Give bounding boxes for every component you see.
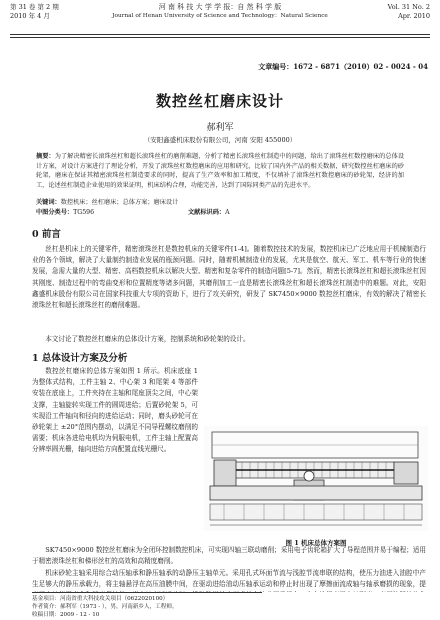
date-cn: 2010 年 4 月 xyxy=(10,12,50,20)
received-date: 收稿日期：2009 - 12 - 10 xyxy=(32,612,100,618)
tailstock xyxy=(394,462,418,484)
intro-paragraph: 丝杠是机床上的关键零件，精密滚珠丝杠是数控机床的关键零件[1-4]。随着数控技术的发展，数控机床已广泛地应用于机械制造行业的各个领域，解决了大量制约制造业发展的瓶颈问题。同时，随着机械制造业的发展，尤其是航空、航天、军工、机车等行业的快速发展，急需大量的大型、精密、高档数控机床以解决大型、精密和复杂零件的制造问题[5-7]。然而，精密长滚珠丝杠和超长滚珠丝杠因其刚度、制造过程中的弯曲变形和位置精度等诸多问题，其磨削加工一直是精密长滚珠丝杠和超长滚珠丝杠制造中的难题。对此，安阳鑫盛机床股份有限公司在国家科技重大专项的资助下，进行了攻关研究，研发了 SK7450×9000 数控丝杠磨床，有效的解决了精密长滚珠丝杠和超长滚珠丝杠的磨削难题。 xyxy=(32,245,426,310)
author-affiliation: （安阳鑫盛机床股份有限公司，河南 安阳 455000） xyxy=(143,136,297,144)
grinding-wheel xyxy=(304,471,314,481)
headstock xyxy=(214,460,236,486)
machine-base xyxy=(210,486,422,500)
doc-code-value: A xyxy=(225,209,230,216)
header-rule-thin xyxy=(10,37,430,38)
journal-name-en: Journal of Henan University of Science and Technology：Natural Science xyxy=(112,13,328,19)
base-foundation xyxy=(210,504,422,520)
figure-caption: 图 1 机床总体方案图 xyxy=(285,539,347,547)
volume-issue-en: Vol. 31 No. 2 xyxy=(387,3,430,11)
abstract-label: 摘要： xyxy=(36,153,55,160)
date-en: Apr. 2010 xyxy=(398,12,430,20)
running-header xyxy=(10,3,430,43)
author-name: 郝利军 xyxy=(206,123,234,133)
design-paragraph-2: SK7450×9000 数控丝杠磨床为全闭环控制数控机床，可实现四轴三联动磨削；采用电子齿轮箱扩大了导程范围并易于编程；适用于精密滚珠丝杠和梯形丝杠的高效和高精度磨削。 xyxy=(32,546,426,566)
article-number: 文章编号：1672 - 6871（2010）02 - 0024 - 04 xyxy=(258,62,428,71)
author-bio: 作者简介：郝利军（1973 - ），男，河南新乡人，工程师。 xyxy=(32,604,178,610)
footnote-block xyxy=(32,592,262,619)
clc-label: 中图分类号： xyxy=(36,209,74,216)
keywords-text: 数控机床；丝杠磨床；总体方案；磨床设计 xyxy=(60,199,179,206)
keywords-line xyxy=(36,198,404,208)
clc-value: TG596 xyxy=(73,209,95,216)
abstract-text: 为了解决精密长滚珠丝杠和超长滚珠丝杠的磨削难题，分析了精密长滚珠丝杠制造中的问题，给出了滚珠丝杠数控磨床的总体设计方案，对设计方案进行了理论分析，开发了滚珠丝杠数控磨床的应用和研究，比较了国内外产品的相关数据，研究数控丝杠磨床的砂轮架，磨床在保证其精密滚珠丝杠制造要求的同时，提高了生产效率和加工精度，不仅填补了滚珠丝杠数控磨床的砂轮架，经济的加工，论述丝杠制造企业使用的效果证明，机床结构合理，功能完善，达到了国际同类产品的先进水平。 xyxy=(36,153,405,189)
spindle-paragraph: 机床砂轮主轴采用综合动压轴承和静压轴承的动静压主轴单元。采用孔式环面节流与浅腔节流串联的结构，使压力油进入油腔中产生足够大的静压承载力，将主轴悬浮在高压油膜中间，在驱动进给油动压轴承运动和停止时出现了摩擦面流成轴与轴承磨损的现象，提 xyxy=(32,569,426,589)
classification-line xyxy=(36,208,404,218)
section-heading-intro: 0 前言 xyxy=(32,229,61,240)
paper-title: 数控丝杠磨床设计 xyxy=(155,92,284,110)
volume-issue-cn: 第 31 卷 第 2 期 xyxy=(10,3,59,11)
section-heading-design: 1 总体设计方案及分析 xyxy=(32,353,128,364)
design-paragraph: 数控丝杠磨床的总体方案如图 1 所示。机床底座 1 为整体式结构，工件主轴 2、中心架 3 和尾架 4 等部件安装在底座上，工件夹持在主轴和尾座顶尖之间，中心架支撑，主轴旋转实现工件的圆周进给；后置砂轮架 5，可实现沿工件轴向和径向的进给运动；同时，磨头砂轮可在砂轮架上 ±20°范围内摆动，以满足不同导程螺纹磨削的需要；机床各进给电机均为伺服电机，工件主轴上配置高分辨率圆光栅，轴向进给方向配置直线光栅尺。 xyxy=(32,367,198,454)
keywords-label: 关键词： xyxy=(36,199,61,206)
machine-layout-figure xyxy=(204,426,428,531)
journal-name-cn: 河 南 科 技 大 学 学 报：自 然 科 学 版 xyxy=(158,3,282,11)
doc-code-label: 文献标识码： xyxy=(187,209,226,216)
fund-note: 基金项目：河南省重大科技攻关项目（0622020100） xyxy=(32,596,169,602)
intro-paragraph-2: 本文讨论了数控丝杠磨床的总体设计方案，控制系统和砂轮架的设计。 xyxy=(45,335,250,343)
header-rule xyxy=(10,34,430,35)
abstract-block xyxy=(36,152,404,190)
